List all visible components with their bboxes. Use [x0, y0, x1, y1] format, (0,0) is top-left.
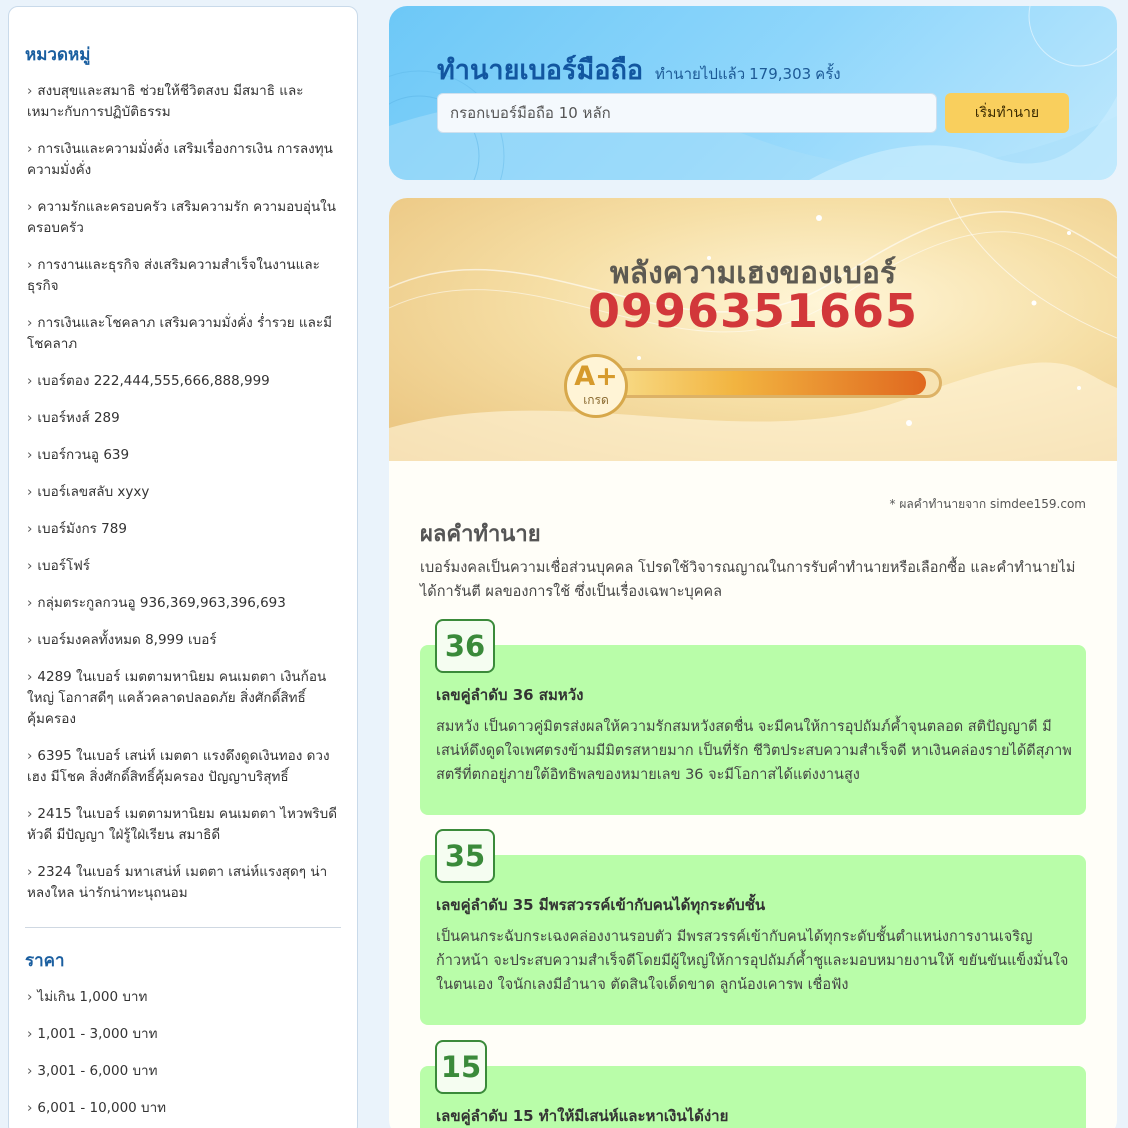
pair-title: เลขคู่ลำดับ 15 ทำให้มีเสน่ห์และหาเงินได้ง่าย [436, 1107, 729, 1125]
sidebar [8, 6, 358, 1128]
category-link[interactable]: › การเงินและโชคลาภ เสริมความมั่งคั่ง ร่ำรวย และมีโชคลาภ [27, 313, 337, 355]
banner-title: พลังความเฮงของเบอร์ [609, 256, 897, 291]
price-link[interactable]: › 3,001 - 6,000 บาท [27, 1061, 337, 1082]
count-suffix: ครั้ง [815, 65, 841, 83]
pair-number-badge: 35 [435, 829, 495, 883]
grade-badge [564, 354, 628, 418]
start-prediction-button[interactable]: เริ่มทำนาย [945, 93, 1069, 133]
price-link[interactable]: › ไม่เกิน 1,000 บาท [27, 987, 337, 1008]
category-link[interactable]: › เบอร์เลขสลับ xyxy [27, 482, 337, 503]
category-link[interactable]: › เบอร์หงส์ 289 [27, 408, 337, 429]
pair-title: เลขคู่ลำดับ 36 สมหวัง [436, 686, 584, 704]
source-note: * ผลคำทำนายจาก simdee159.com [889, 497, 1086, 511]
pair-title: เลขคู่ลำดับ 35 มีพรสวรรค์เข้ากับคนได้ทุกระดับชั้น [436, 896, 766, 914]
category-link[interactable]: › 2324 ในเบอร์ มหาเสน่ห์ เมตตา เสน่ห์แรงสุดๆ น่าหลงใหล น่ารักน่าทะนุถนอม [27, 862, 337, 904]
category-link[interactable]: › การงานและธุรกิจ ส่งเสริมความสำเร็จในงานและธุรกิจ [27, 255, 337, 297]
category-link[interactable]: › เบอร์มงคลทั้งหมด 8,999 เบอร์ [27, 630, 337, 651]
grade-label: เกรด [583, 393, 609, 407]
price-link[interactable]: › 1,001 - 3,000 บาท [27, 1024, 337, 1045]
categories-heading: หมวดหมู่ [25, 45, 91, 65]
disclaimer-text: เบอร์มงคลเป็นความเชื่อส่วนบุคคล โปรดใช้วิจารณญาณในการรับคำทำนายหรือเลือกซื้อ และคำทำนายไม่ได้การันตี ผลของการใช้ ซึ่งเป็นเรื่องเฉพาะบุคคล [420, 560, 1076, 600]
sidebar-divider [25, 927, 341, 928]
pair-description: เป็นคนกระฉับกระเฉงคล่องงานรอบตัว มีพรสวรรค์เข้ากับคนได้ทุกระดับชั้นตำแหน่งการงานเจริญก้าวหน้า จะประสบความสำเร็จดีโดยมีผู้ใหญ่ให้การอุปถัมภ์ค้ำชูและมอบหมายงานให้ ขยันขันแข็งมั่นใจในตนเอง ใจนักเลงมีอำนาจ ตัดสินใจเด็ดขาด ลูกน้องเคารพ เชื่อฟัง [436, 929, 1069, 993]
count-prefix: ทำนายไปแล้ว [655, 65, 746, 83]
pair-description: สมหวัง เป็นดาวคู่มิตรส่งผลให้ความรักสมหวังสดชื่น จะมีคนให้การอุปถัมภ์ค้ำจุนตลอด สติปัญญาดี มีเสน่ห์ดึงดูดใจเพศตรงข้ามมีมิตรสหายมาก เป็นที่รัก ชีวิตประสบความสำเร็จดี หาเงินคล่องรายได้ดีสุภาพสตรีที่ตกอยู่ภายใต้อิทธิพลของหมายเลข 36 จะมีโอกาสได้แต่งงานสูง [436, 719, 1072, 783]
prediction-count [655, 62, 845, 86]
category-link[interactable]: › เบอร์ตอง 222,444,555,666,888,999 [27, 371, 337, 392]
luck-power-bar [604, 368, 942, 398]
prediction-search-panel [389, 6, 1117, 180]
number-pair-card [420, 839, 1086, 1025]
category-link[interactable]: › 4289 ในเบอร์ เมตตามหานิยม คนเมตตา เงินก้อนใหญ่ โอกาสดีๆ แคล้วคลาดปลอดภัย สิ่งศักดิ์สิทธิ์คุ้มครอง [27, 667, 337, 730]
category-list [27, 81, 337, 904]
luck-power-fill [607, 371, 926, 395]
grade-value: A+ [574, 361, 618, 392]
category-link[interactable]: › ความรักและครอบครัว เสริมความรัก ความอบอุ่นในครอบครัว [27, 197, 337, 239]
category-link[interactable]: › เบอร์มังกร 789 [27, 519, 337, 540]
result-heading: ผลคำทำนาย [420, 522, 541, 547]
price-list [27, 987, 337, 1119]
pair-number-badge: 36 [435, 619, 495, 673]
category-link[interactable]: › กลุ่มตระกูลกวนอู 936,369,963,396,693 [27, 593, 337, 614]
number-pair-card [420, 629, 1086, 815]
category-link[interactable]: › เบอร์โฟร์ [27, 556, 337, 577]
phone-number-input[interactable] [437, 93, 937, 133]
category-link[interactable]: › สงบสุขและสมาธิ ช่วยให้ชีวิตสงบ มีสมาธิ และเหมาะกับการปฏิบัติธรรม [27, 81, 337, 123]
count-value: 179,303 [749, 65, 812, 83]
price-heading: ราคา [25, 951, 65, 971]
phone-number-display: 0996351665 [587, 284, 919, 338]
result-card [389, 198, 1117, 1128]
price-link[interactable]: › 6,001 - 10,000 บาท [27, 1098, 337, 1119]
number-pair-card [420, 1050, 1086, 1128]
pair-number-badge: 15 [435, 1040, 487, 1094]
hero-title: ทำนายเบอร์มือถือ [437, 55, 644, 86]
category-link[interactable]: › เบอร์กวนอู 639 [27, 445, 337, 466]
category-link[interactable]: › 6395 ในเบอร์ เสน่ห์ เมตตา แรงดึงดูดเงินทอง ดวงเฮง มีโชค สิ่งศักดิ์สิทธิ์คุ้มครอง ปัญญาบริสุทธิ์ [27, 746, 337, 788]
category-link[interactable]: › 2415 ในเบอร์ เมตตามหานิยม คนเมตตา ไหวพริบดี หัวดี มีปัญญา ใฝ่รู้ใฝ่เรียน สมาธิดี [27, 804, 337, 846]
luck-banner [389, 198, 1117, 461]
category-link[interactable]: › การเงินและความมั่งคั่ง เสริมเรื่องการเงิน การลงทุน ความมั่งคั่ง [27, 139, 337, 181]
